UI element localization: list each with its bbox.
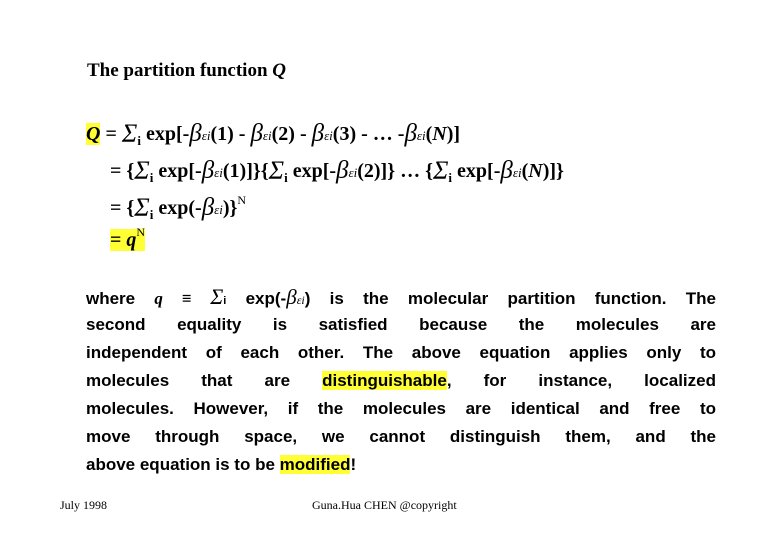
paragraph-line-2: second equality is satisfied because the molecules are <box>86 315 716 334</box>
footer-date: July 1998 <box>60 498 108 512</box>
paragraph-line-6: move through space, we cannot distinguish them, and the <box>86 427 716 446</box>
sum-symbol: Σ <box>121 119 138 148</box>
paragraph-line-4: molecules that are distinguishable, for instance, localized <box>86 371 716 390</box>
equation-line-4 <box>110 225 146 254</box>
equation-lhs-q: Q <box>86 123 101 145</box>
explanation-paragraph <box>86 283 716 479</box>
highlight-modified: modified <box>279 455 351 474</box>
paragraph-line-1: where q ≡ Σi exp(-βεi) is the molecular partition function. The <box>86 284 716 309</box>
slide-title-symbol: Q <box>272 60 287 81</box>
paragraph-line-7: above equation is to be modified! <box>86 455 357 474</box>
equation-line-1: $Q = \Sigma_i$ exp[-βεi(1) - βεi(2) - βεi(3) - … -βεi(N)] <box>86 119 461 148</box>
equation-line-2: = {$\Sigma_i$ $\exp[-\beta\varepsilon i(1)]\}\{\Sigma_i$ exp[-βεi(2)]} … {$\Sigma_i$ exp[-βεi(N)]} <box>110 156 564 185</box>
slide-title-text: The partition function <box>87 60 273 81</box>
footer-credit: Guna.Hua CHEN @copyright <box>312 498 457 512</box>
equation-result-highlight: = $q^N$ <box>110 225 146 251</box>
highlight-distinguishable: distinguishable <box>322 371 447 390</box>
paragraph-line-3: independent of each other. The above equation applies only to <box>86 343 716 362</box>
equation-line-3: = {$\Sigma_i$ exp(-βεi)}$^N$ <box>110 193 247 222</box>
epsilon-symbol: εi <box>201 128 211 143</box>
slide-title <box>87 60 286 82</box>
beta-symbol: β <box>189 120 202 147</box>
paragraph-line-5: molecules. However, if the molecules are identical and free to <box>86 399 716 418</box>
